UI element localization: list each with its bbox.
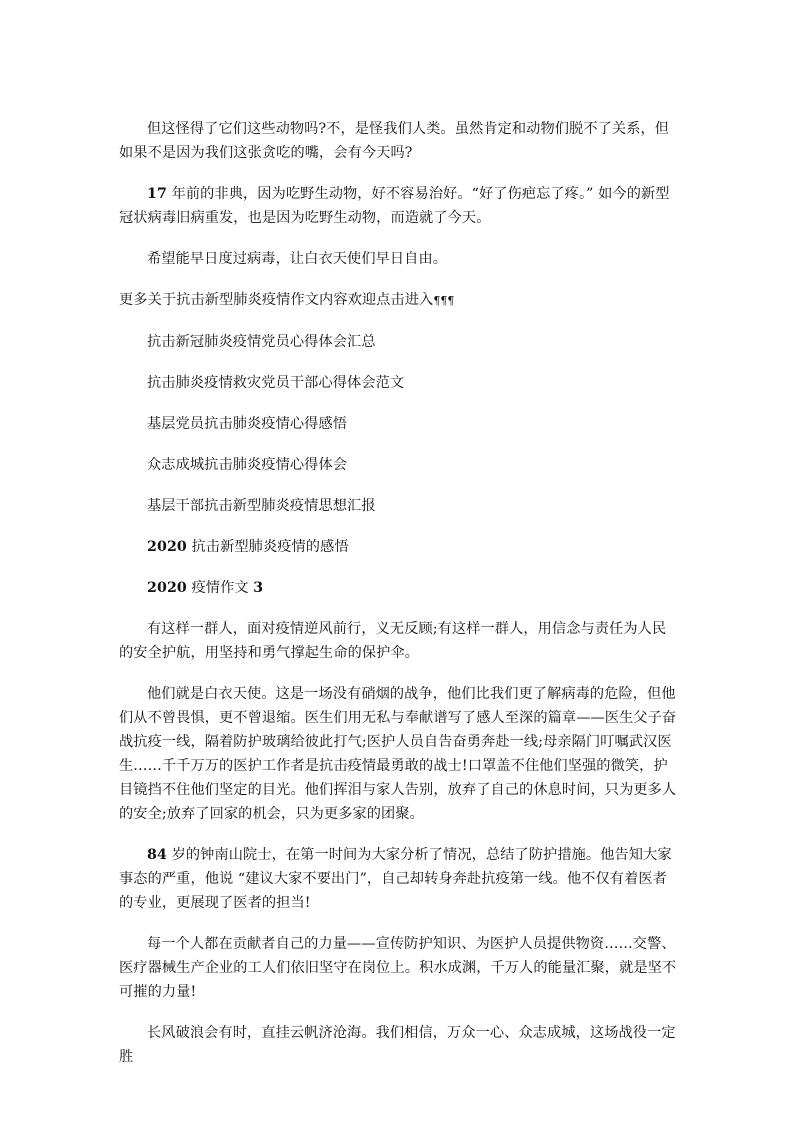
link-item-grassroots-party[interactable] (119, 412, 679, 436)
year-count-17: 17 (147, 186, 167, 202)
link-item-united[interactable] (119, 453, 679, 477)
heading-year: 2020 (147, 539, 187, 555)
paragraph-animals (119, 117, 679, 165)
heading-number: 3 (253, 580, 264, 596)
pilcrow-marks: ¶¶¶ (433, 294, 455, 307)
link-item-label[interactable]: 基层干部抗击新型肺炎疫情思想汇报 (147, 498, 376, 514)
essay-paragraph-3 (119, 843, 679, 915)
link-item-disaster-relief[interactable] (119, 371, 679, 395)
essay-paragraph-4 (119, 932, 679, 1004)
paragraph-hope (119, 247, 679, 271)
age-84: 84 (147, 847, 167, 863)
essay-paragraph-1 (119, 617, 679, 665)
link-item-label[interactable]: 基层党员抗击肺炎疫情心得感悟 (147, 416, 348, 432)
paragraph-sars-text: 年前的非典，因为吃野生动物，好不容易治好。“好了伤疤忘了疼。” 如今的新型冠状病毒旧病重发，也是因为吃野生动物，而造就了今天。 (119, 186, 670, 226)
heading-text: 抗击新型肺炎疫情的感悟 (186, 539, 349, 555)
link-item-party-summary[interactable] (119, 330, 679, 354)
more-content-text: 更多关于抗击新型肺炎疫情作文内容欢迎点击进入 (119, 292, 434, 308)
link-item-label[interactable]: 抗击新冠肺炎疫情党员心得体会汇总 (147, 334, 376, 350)
link-item-label[interactable]: 众志成城抗击肺炎疫情心得体会 (147, 457, 348, 473)
paragraph-sars (119, 182, 679, 230)
essay-paragraph-text: 有这样一群人，面对疫情逆风前行，义无反顾;有这样一群人，用信念与责任为人民的安全护航，用坚持和勇气撑起生命的保护伞。 (119, 621, 667, 661)
essay-paragraph-text: 每一个人都在贡献者自己的力量——宣传防护知识、为医护人员提供物资……交警、医疗器械生产企业的工人们依旧坚守在岗位上。积水成渊，千万人的能量汇聚，就是坚不可摧的力量! (119, 936, 677, 1000)
link-item-grassroots-cadre[interactable] (119, 494, 679, 518)
section-heading-2020-essay-3 (119, 576, 679, 600)
essay-paragraph-5 (119, 1021, 679, 1069)
heading-year: 2020 (147, 580, 187, 596)
paragraph-hope-text: 希望能早日度过病毒，让白衣天使们早日自由。 (147, 251, 448, 267)
essay-paragraph-text: 长风破浪会有时，直挂云帆济沧海。我们相信，万众一心、众志成城，这场战役一定胜 (119, 1025, 676, 1065)
heading-text: 疫情作文 (186, 580, 254, 596)
paragraph-animals-text: 但这怪得了它们这些动物吗?不，是怪我们人类。虽然肯定和动物们脱不了关系，但如果不是因为我们这张贪吃的嘴，会有今天吗? (119, 121, 670, 161)
essay-paragraph-text: 他们就是白衣天使。这是一场没有硝烟的战争，他们比我们更了解病毒的危险，但他们从不曾畏惧，更不曾退缩。医生们用无私与奉献谱写了感人至深的篇章——医生父子奋战抗疫一线，隔着防护玻璃给彼此打气;医护人员自告奋勇奔赴一线;母亲隔门叮嘱武汉医生……千千万万的医护工作者是抗击疫情最勇敢的战士!口罩盖不住他们坚强的微笑，护目镜挡不住他们坚定的目光。他们挥泪与家人告别，放弃了自己的休息时间，只为更多人的安全;放弃了回家的机会，只为更多家的团聚。 (119, 686, 677, 822)
link-item-label[interactable]: 抗击肺炎疫情救灾党员干部心得体会范文 (147, 375, 405, 391)
document-body (119, 117, 679, 1069)
essay-paragraph-2 (119, 682, 679, 826)
section-heading-2020-insight (119, 535, 679, 559)
more-content-line (119, 288, 679, 313)
essay-paragraph-text: 岁的钟南山院士，在第一时间为大家分析了情况，总结了防护措施。他告知大家事态的严重，他说 “建议大家不要出门”，自己却转身奔赴抗疫第一线。他不仅有着医者的专业，更展现了医者的担当! (119, 847, 672, 911)
